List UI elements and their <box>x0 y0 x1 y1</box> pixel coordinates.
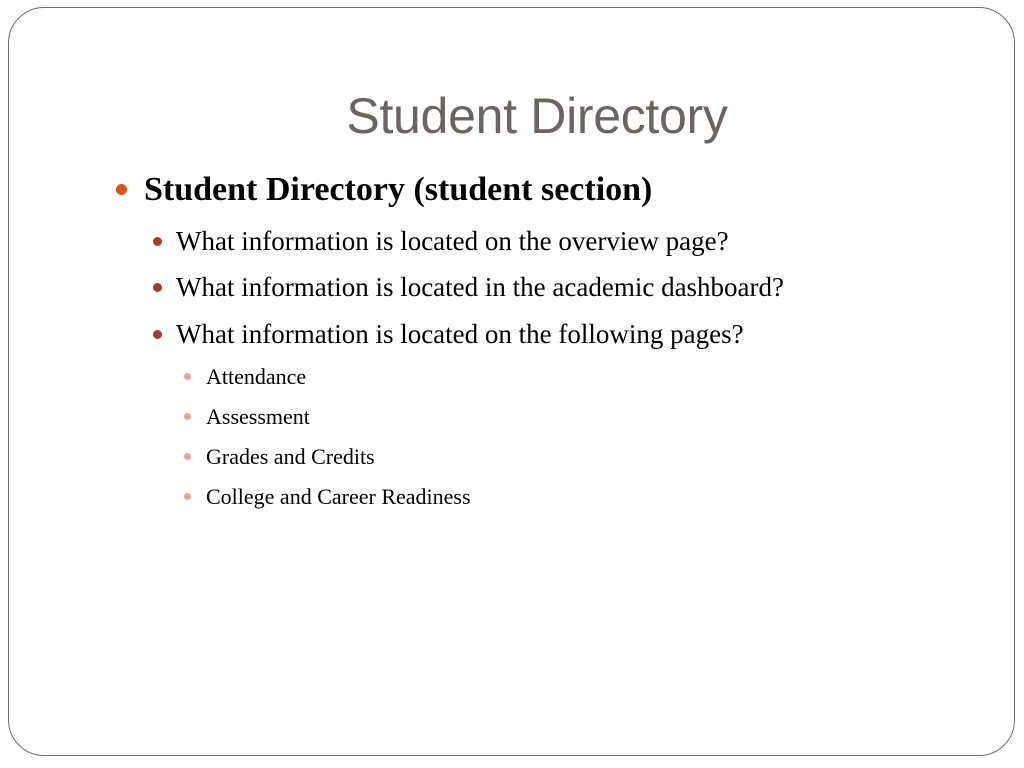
bullet-dot-icon <box>153 237 162 246</box>
bullet-dot-icon <box>184 413 191 420</box>
sub-sub-bullet-text: Grades and Credits <box>206 444 375 469</box>
slide-title: Student Directory <box>346 88 728 144</box>
sub-sub-bullet-text: Assessment <box>206 404 310 429</box>
bullet-dot-icon <box>116 184 127 195</box>
bullet-dot-icon <box>184 373 191 380</box>
sub-sub-bullet-text: College and Career Readiness <box>206 484 471 509</box>
sub-bullet-text: What information is located in the academic dashboard? <box>176 272 785 302</box>
main-bullet-text: Student Directory (student section) <box>144 171 653 208</box>
sub-sub-bullet-text: Attendance <box>206 364 307 389</box>
sub-bullet-text: What information is located on the overview page? <box>176 226 729 256</box>
bullet-dot-icon <box>153 330 162 339</box>
bullet-dot-icon <box>153 283 162 292</box>
bullet-dot-icon <box>184 493 191 500</box>
bullet-dot-icon <box>184 453 191 460</box>
sub-bullet-text: What information is located on the following pages? <box>176 319 744 349</box>
